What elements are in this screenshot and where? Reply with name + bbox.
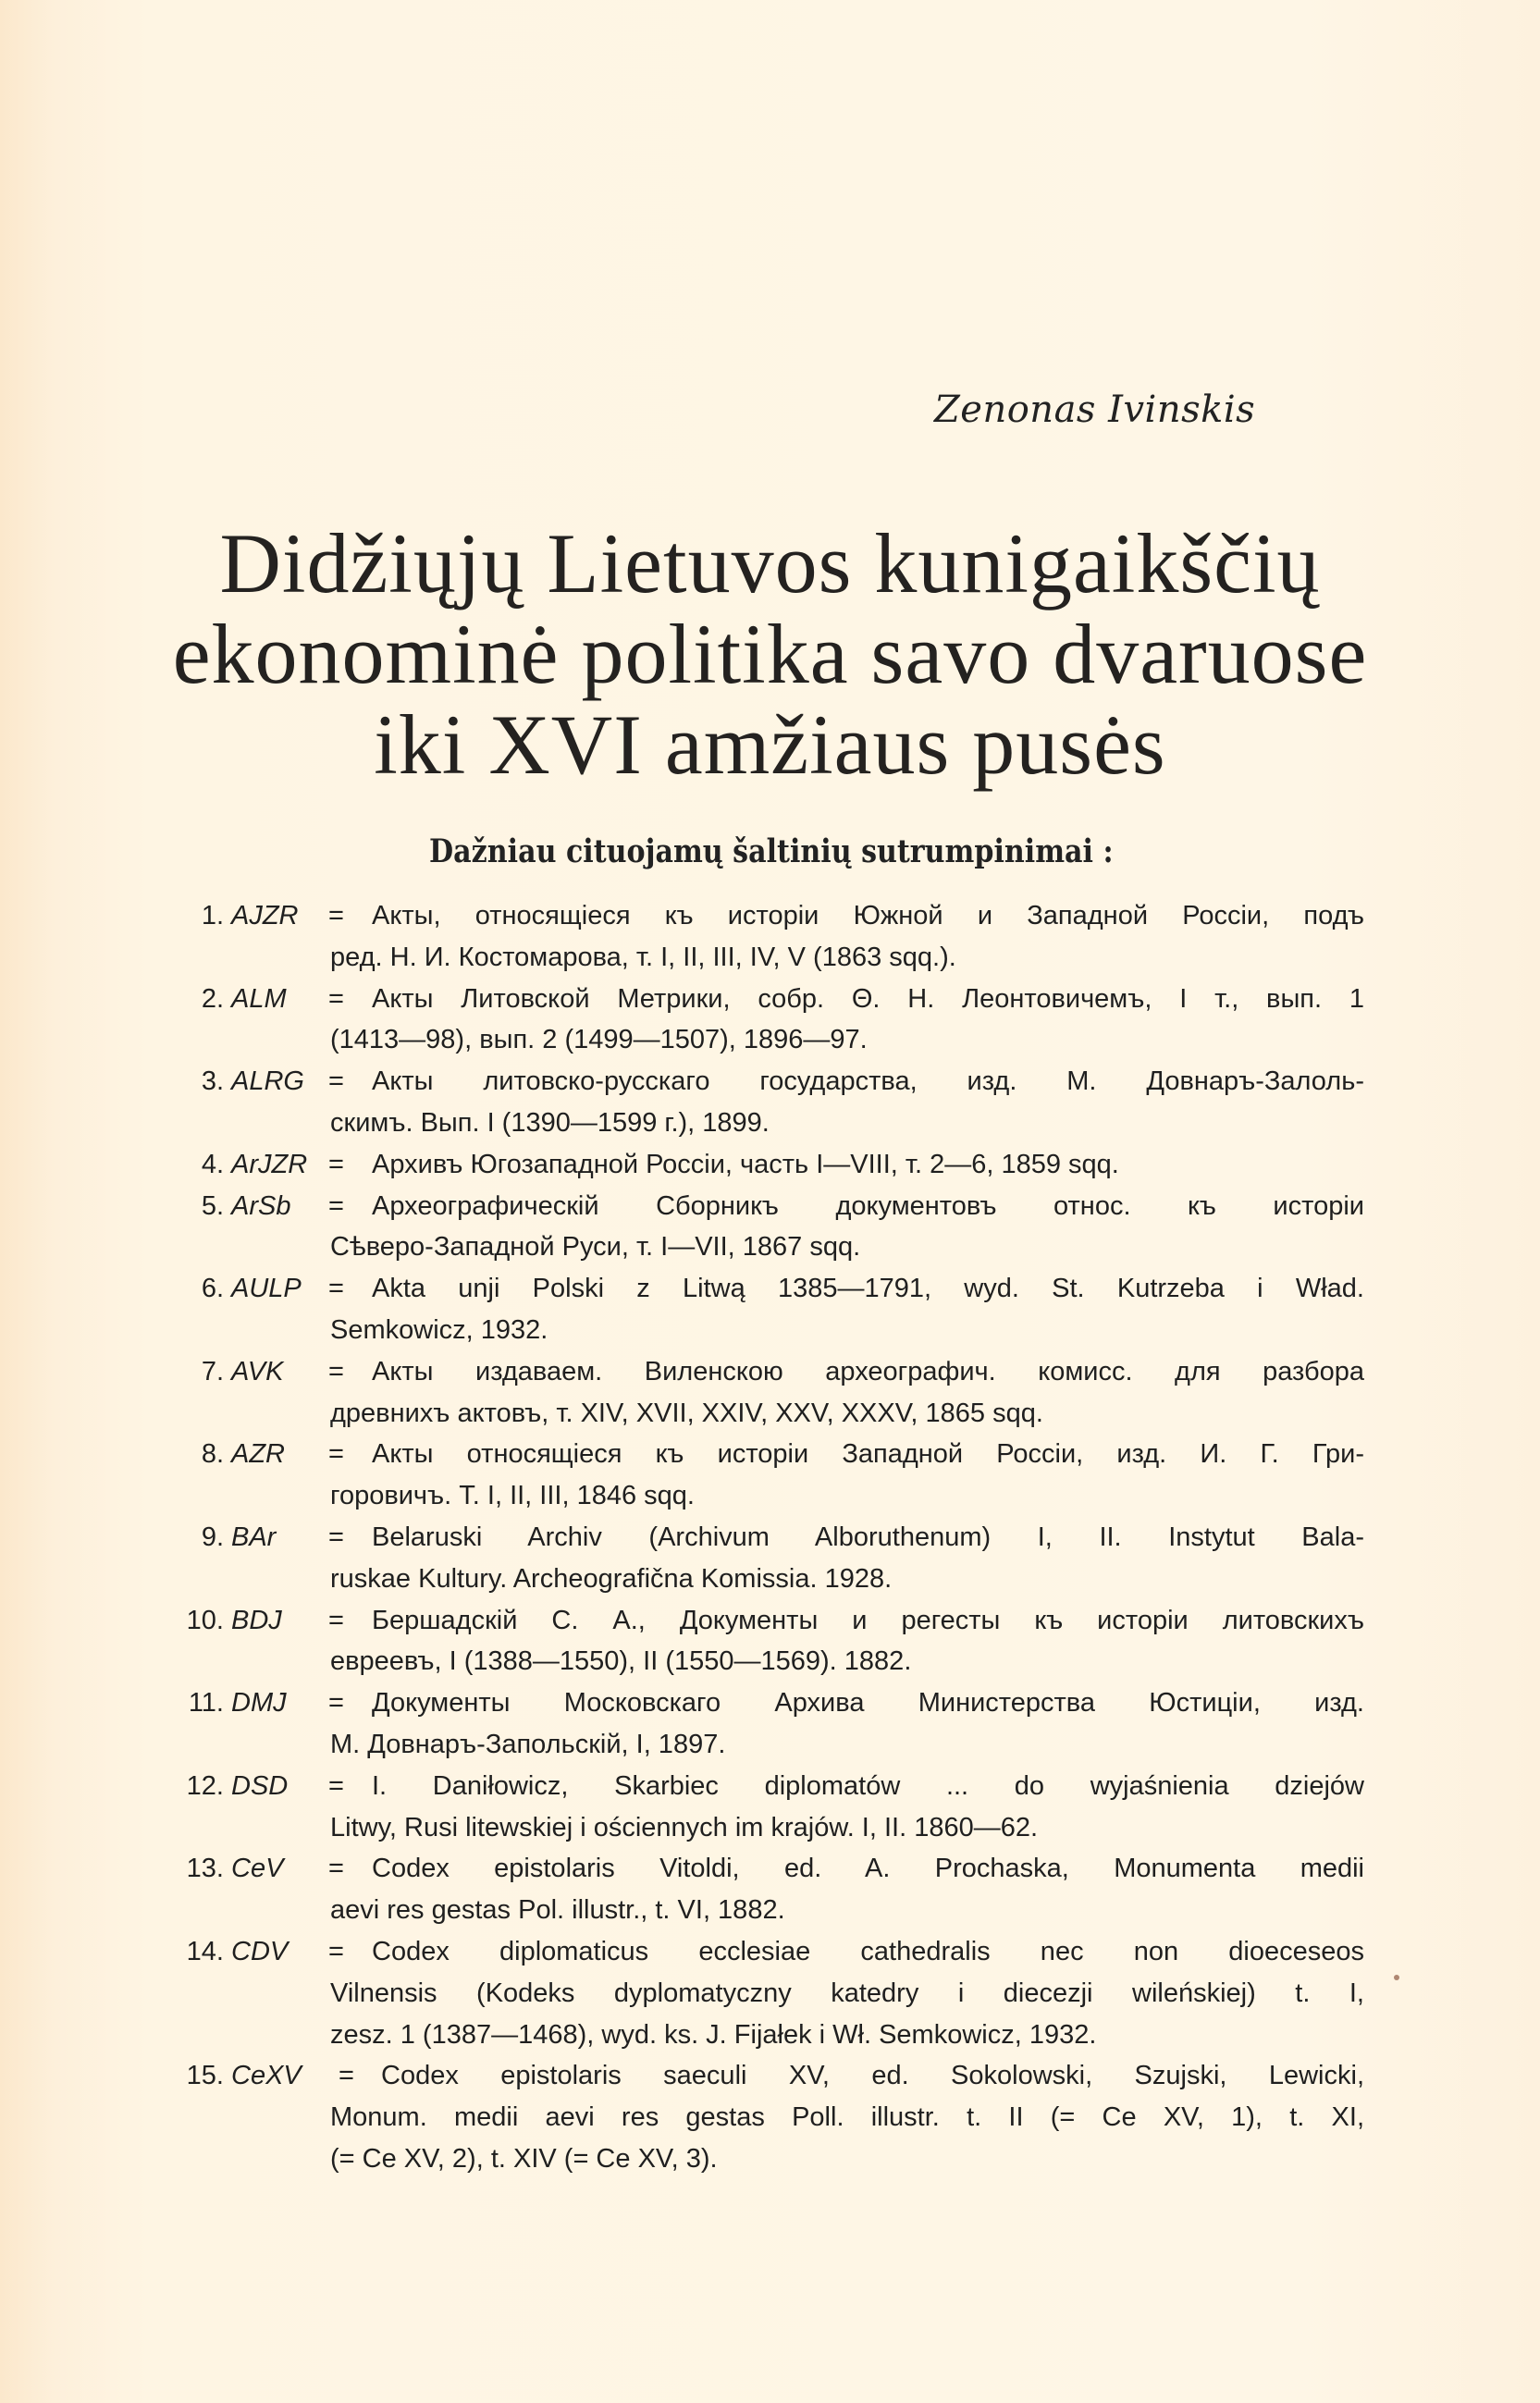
page-title bbox=[0, 518, 1540, 790]
entry-text: Акты относящіеся къ исторіи Западной Россіи, изд. И. Г. Гри- bbox=[372, 1439, 1364, 1470]
equals-sign: = bbox=[339, 2061, 354, 2091]
entry-number: 14. bbox=[186, 1936, 224, 1966]
entry-number: 7. bbox=[201, 1356, 224, 1386]
entry-number: 13. bbox=[186, 1854, 224, 1884]
equals-sign: = bbox=[328, 1149, 344, 1179]
entry-number: 1. bbox=[201, 901, 224, 930]
entry-abbreviation: CDV bbox=[231, 1936, 289, 1966]
entry-line bbox=[166, 1682, 1364, 1724]
list-item bbox=[166, 1600, 1364, 1683]
entry-text: ruskae Kultury. Archeografična Komissia. 1928. bbox=[330, 1563, 893, 1594]
entry-abbreviation: AVK bbox=[231, 1356, 284, 1386]
entry-line bbox=[166, 1310, 1364, 1351]
entry-number: 6. bbox=[201, 1274, 224, 1304]
entry-abbreviation: AZR bbox=[231, 1439, 285, 1470]
list-item bbox=[166, 1061, 1364, 1144]
list-item bbox=[166, 2055, 1364, 2179]
entry-number: 2. bbox=[201, 983, 224, 1014]
equals-sign: = bbox=[328, 1770, 344, 1801]
entry-line bbox=[166, 1973, 1364, 2015]
entry-number: 8. bbox=[201, 1439, 224, 1470]
entry-line bbox=[166, 979, 1364, 1020]
entry-line bbox=[166, 1807, 1364, 1849]
entry-abbreviation: DMJ bbox=[231, 1688, 287, 1719]
entry-line bbox=[166, 1641, 1364, 1682]
entry-text: Архивъ Югозападной Россіи, часть I—VIII, т. 2—6, 1859 sqq. bbox=[372, 1149, 1119, 1179]
paper-spot bbox=[1394, 1975, 1399, 1980]
entry-text: Документы Московскаго Архива Министерства Юстиціи, изд. bbox=[372, 1688, 1364, 1719]
entry-abbreviation: CeV bbox=[231, 1854, 284, 1884]
entry-line bbox=[166, 1393, 1364, 1435]
list-item bbox=[166, 1682, 1364, 1766]
entry-abbreviation: BDJ bbox=[231, 1605, 282, 1635]
entry-abbreviation: ArSb bbox=[231, 1190, 291, 1221]
title-line: Didžiųjų Lietuvos kunigaikščių bbox=[219, 516, 1321, 610]
entry-line bbox=[166, 895, 1364, 937]
equals-sign: = bbox=[328, 1522, 344, 1552]
entry-number: 10. bbox=[186, 1605, 224, 1635]
entry-number: 3. bbox=[201, 1066, 224, 1097]
entry-line bbox=[166, 1517, 1364, 1559]
equals-sign: = bbox=[328, 901, 344, 930]
entry-text: Бершадскій С. А., Документы и регесты къ исторіи литовскихъ bbox=[372, 1605, 1364, 1635]
list-item bbox=[166, 1848, 1364, 1931]
entry-text: Semkowicz, 1932. bbox=[330, 1314, 548, 1345]
entry-abbreviation: ALRG bbox=[231, 1066, 304, 1097]
list-item bbox=[166, 1434, 1364, 1517]
entry-text: Codex diplomaticus ecclesiae cathedralis nec non dioeceseos bbox=[372, 1936, 1364, 1966]
title-line: ekonominė politika savo dvaruose bbox=[172, 607, 1368, 701]
entry-line bbox=[166, 1061, 1364, 1103]
entry-text: Vilnensis (Kodeks dyplomatyczny katedry i diecezji wileńskiej) t. I, bbox=[330, 1978, 1364, 2008]
entry-abbreviation: AJZR bbox=[231, 901, 299, 930]
entry-text: горовичъ. Т. I, II, III, 1846 sqq. bbox=[330, 1481, 695, 1511]
entry-text: (1413—98), вып. 2 (1499—1507), 1896—97. bbox=[330, 1025, 868, 1055]
equals-sign: = bbox=[328, 1356, 344, 1386]
entry-text: ред. Н. И. Костомарова, т. I, II, III, IV, V (1863 sqq.). bbox=[330, 942, 956, 972]
entry-text: Belaruski Archiv (Archivum Alboruthenum) I, II. Instytut Bala- bbox=[372, 1522, 1364, 1552]
entry-text: древнихъ актовъ, т. XIV, XVII, XXIV, XXV, XXXV, 1865 sqq. bbox=[330, 1398, 1043, 1428]
entry-line bbox=[166, 1268, 1364, 1310]
equals-sign: = bbox=[328, 1854, 344, 1884]
entry-line bbox=[166, 1890, 1364, 1931]
entry-abbreviation: ALM bbox=[231, 983, 287, 1014]
entry-number: 4. bbox=[201, 1149, 224, 1179]
entry-text: Акты, относящіеся къ исторіи Южной и Западной Россіи, подъ bbox=[372, 901, 1364, 930]
entry-line bbox=[166, 1226, 1364, 1268]
entry-line bbox=[166, 1144, 1364, 1186]
entry-text: I. Daniłowicz, Skarbiec diplomatów ... do wyjaśnienia dziejów bbox=[372, 1770, 1364, 1801]
entry-text: aevi res gestas Pol. illustr., t. VI, 1882. bbox=[330, 1895, 785, 1926]
entry-number: 12. bbox=[186, 1770, 224, 1801]
entry-text: Акты Литовской Метрики, собр. Θ. Н. Леонтовичемъ, I т., вып. 1 bbox=[372, 983, 1364, 1014]
entry-line bbox=[166, 1475, 1364, 1517]
equals-sign: = bbox=[328, 1274, 344, 1304]
author-name: Zenonas Ivinskis bbox=[934, 388, 1256, 431]
entry-text: Археографическій Сборникъ документовъ относ. къ исторіи bbox=[372, 1190, 1364, 1221]
equals-sign: = bbox=[328, 983, 344, 1014]
entry-text: евреевъ, I (1388—1550), II (1550—1569). 1882. bbox=[330, 1646, 912, 1677]
equals-sign: = bbox=[328, 1936, 344, 1966]
list-item bbox=[166, 895, 1364, 979]
entry-text: Акты издаваем. Виленскою археографич. комисс. для разбора bbox=[372, 1356, 1364, 1386]
entry-line bbox=[166, 1724, 1364, 1766]
equals-sign: = bbox=[328, 1688, 344, 1719]
list-item bbox=[166, 1144, 1364, 1186]
entry-number: 5. bbox=[201, 1190, 224, 1221]
entry-line bbox=[166, 1019, 1364, 1061]
entry-text: Monum. medii aevi res gestas Poll. illustr. t. II (= Ce XV, 1), t. XI, bbox=[330, 2102, 1364, 2133]
list-item bbox=[166, 1517, 1364, 1600]
entry-text: Akta unji Polski z Litwą 1385—1791, wyd. St. Kutrzeba i Wład. bbox=[372, 1274, 1364, 1304]
entry-text: Litwy, Rusi litewskiej i ościennych im krajów. I, II. 1860—62. bbox=[330, 1812, 1039, 1842]
equals-sign: = bbox=[328, 1190, 344, 1221]
entry-number: 9. bbox=[201, 1522, 224, 1552]
entry-line bbox=[166, 1766, 1364, 1807]
equals-sign: = bbox=[328, 1605, 344, 1635]
list-item bbox=[166, 1931, 1364, 2055]
entry-abbreviation: ArJZR bbox=[231, 1149, 308, 1179]
entry-line bbox=[166, 1931, 1364, 1973]
entry-line bbox=[166, 2097, 1364, 2138]
entry-line bbox=[166, 1848, 1364, 1890]
entry-line bbox=[166, 1351, 1364, 1393]
section-heading: Dažniau cituojamų šaltinių sutrumpinimai : bbox=[429, 832, 1114, 870]
list-item bbox=[166, 1268, 1364, 1351]
entry-number: 11. bbox=[188, 1688, 224, 1719]
entry-number: 15. bbox=[186, 2061, 224, 2091]
equals-sign: = bbox=[328, 1439, 344, 1470]
equals-sign: = bbox=[328, 1066, 344, 1097]
list-item bbox=[166, 1351, 1364, 1435]
entry-abbreviation: BAr bbox=[231, 1522, 277, 1552]
entry-text: Codex epistolaris saeculi XV, ed. Sokolowski, Szujski, Lewicki, bbox=[381, 2061, 1364, 2091]
entry-text: Акты литовско-русскаго государства, изд. М. Довнаръ-Залоль- bbox=[372, 1066, 1364, 1097]
title-line: iki XVI amžiaus pusės bbox=[374, 697, 1166, 792]
entry-abbreviation: AULP bbox=[231, 1274, 302, 1304]
entry-line bbox=[166, 1186, 1364, 1227]
entry-line bbox=[166, 937, 1364, 979]
entry-line bbox=[166, 1103, 1364, 1144]
entry-text: М. Довнаръ-Запольскій, I, 1897. bbox=[330, 1729, 726, 1759]
entry-text: скимъ. Вып. I (1390—1599 г.), 1899. bbox=[330, 1107, 770, 1138]
entry-line bbox=[166, 1434, 1364, 1475]
entry-line bbox=[166, 2138, 1364, 2180]
entry-text: Сѣверо-Западной Руси, т. I—VII, 1867 sqq. bbox=[330, 1232, 861, 1263]
entry-abbreviation: DSD bbox=[231, 1770, 289, 1801]
entry-line bbox=[166, 1600, 1364, 1642]
entry-line bbox=[166, 2015, 1364, 2056]
entry-abbreviation: CeXV bbox=[231, 2061, 302, 2091]
abbreviations-list bbox=[166, 895, 1364, 2180]
entry-text: Codex epistolaris Vitoldi, ed. A. Prochaska, Monumenta medii bbox=[372, 1854, 1364, 1884]
entry-line bbox=[166, 2055, 1364, 2097]
list-item bbox=[166, 1766, 1364, 1849]
list-item bbox=[166, 979, 1364, 1062]
entry-text: (= Ce XV, 2), t. XIV (= Ce XV, 3). bbox=[330, 2143, 718, 2174]
list-item bbox=[166, 1186, 1364, 1269]
entry-line bbox=[166, 1559, 1364, 1600]
entry-text: zesz. 1 (1387—1468), wyd. ks. J. Fijałek i Wł. Semkowicz, 1932. bbox=[330, 2019, 1097, 2050]
